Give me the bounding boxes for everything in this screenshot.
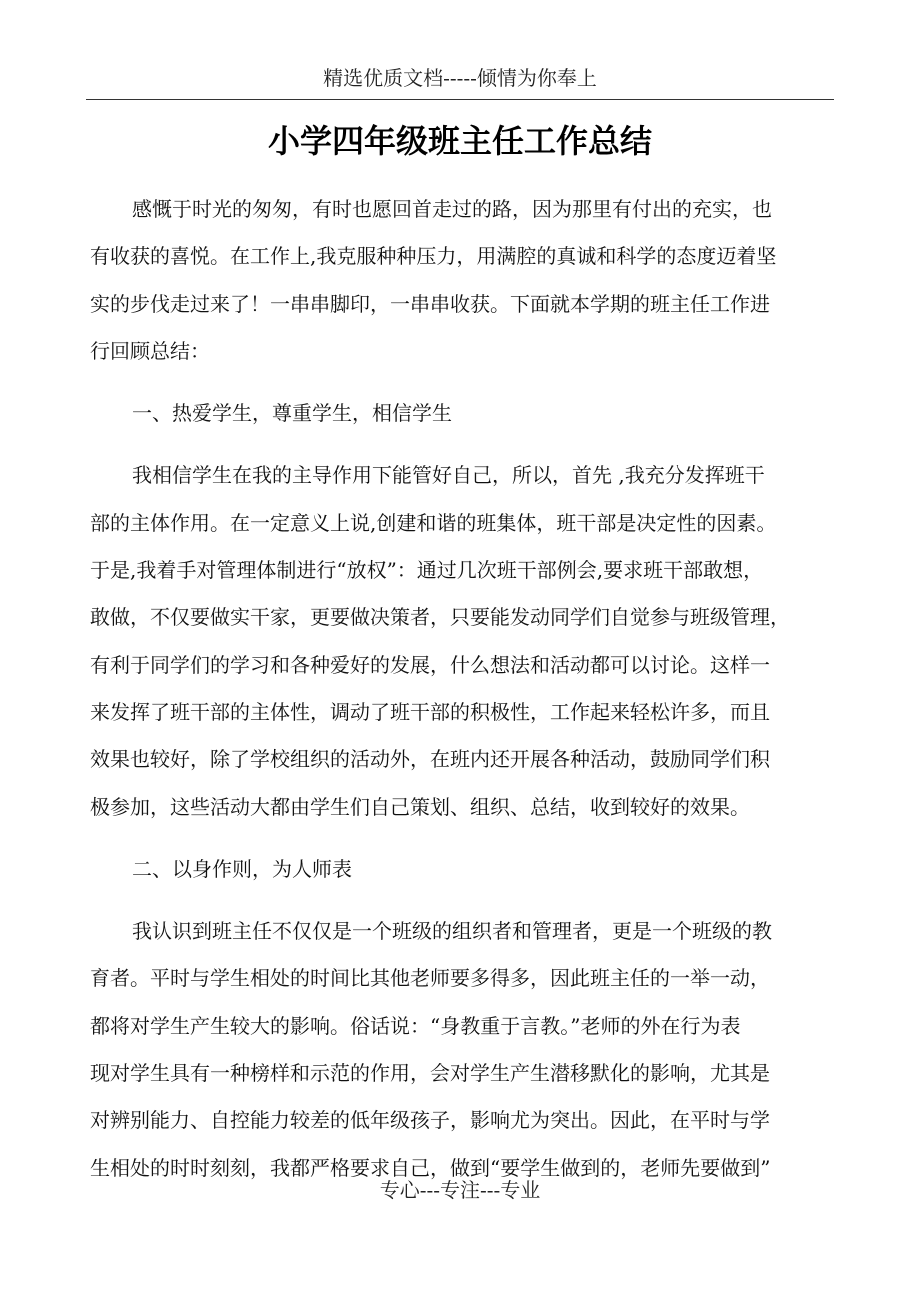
page-header: 精选优质文档-----倾情为你奉上 <box>323 66 597 90</box>
paragraph-line: 感慨于时光的匆匆，有时也愿回首走过的路，因为那里有付出的充实，也 <box>132 197 772 221</box>
paragraph-line: 都将对学生产生较大的影响。俗话说：“身教重于言教。”老师的外在行为表 <box>90 1013 741 1038</box>
paragraph-line: 我相信学生在我的主导作用下能管好自己，所以，首先 ,我充分发挥班干 <box>132 463 765 488</box>
paragraph-gap <box>90 893 830 908</box>
section-heading-1 <box>90 390 830 437</box>
paragraph-line: 极参加，这些活动大都由学生们自己策划、组织、总结，收到较好的效果。 <box>90 794 750 819</box>
section-heading-text: 二、以身作则，为人师表 <box>132 856 352 881</box>
paragraph-line: 现对学生具有一种榜样和示范的作用，会对学生产生潜移默化的影响，尤其是 <box>90 1061 770 1086</box>
paragraph-line: 对辨别能力、自控能力较差的低年级孩子，影响尤为突出。因此，在平时与学 <box>90 1108 770 1133</box>
paragraph-section-1 <box>90 452 830 830</box>
paragraph-gap <box>90 375 830 390</box>
paragraph-line: 生相处的时时刻刻，我都严格要求自己，做到“要学生做到的，老师先要做到” <box>90 1155 771 1180</box>
document-body <box>90 186 830 1192</box>
paragraph-line: 效果也较好，除了学校组织的活动外，在班内还开展各种活动，鼓励同学们积 <box>90 747 770 772</box>
section-heading-2 <box>90 846 830 893</box>
paragraph-gap <box>90 437 830 452</box>
paragraph-line: 部的主体作用。在一定意义上说,创建和谐的班集体，班干部是决定性的因素。 <box>90 510 777 535</box>
paragraph-line: 育者。平时与学生相处的时间比其他老师要多得多，因此班主任的一举一动， <box>90 966 770 991</box>
paragraph-line: 我认识到班主任不仅仅是一个班级的组织者和管理者，更是一个班级的教 <box>132 919 772 944</box>
paragraph-line: 于是,我着手对管理体制进行“放权”：通过几次班干部例会,要求班干部敢想， <box>90 558 764 583</box>
document-title: 小学四年级班主任工作总结 <box>267 122 652 160</box>
paragraph-line: 有利于同学们的学习和各种爱好的发展，什么想法和活动都可以讨论。这样一 <box>90 652 770 677</box>
paragraph-gap <box>90 831 830 846</box>
header-divider <box>86 99 834 100</box>
paragraph-line: 实的步伐走过来了！一串串脚印，一串串收获。下面就本学期的班主任工作进 <box>90 291 770 316</box>
paragraph-line: 敢做，不仅要做实干家，更要做决策者，只要能发动同学们自觉参与班级管理， <box>90 605 790 630</box>
paragraph-intro <box>90 186 830 375</box>
page-footer: 专心---专注---专业 <box>379 1178 541 1202</box>
paragraph-line: 行回顾总结： <box>90 338 210 363</box>
section-heading-text: 一、热爱学生，尊重学生，相信学生 <box>132 401 452 426</box>
paragraph-section-2 <box>90 908 830 1192</box>
paragraph-line: 来发挥了班干部的主体性，调动了班干部的积极性，工作起来轻松许多，而且 <box>90 699 770 724</box>
paragraph-line: 有收获的喜悦。在工作上,我克服种种压力，用满腔的真诚和科学的态度迈着坚 <box>90 244 777 269</box>
